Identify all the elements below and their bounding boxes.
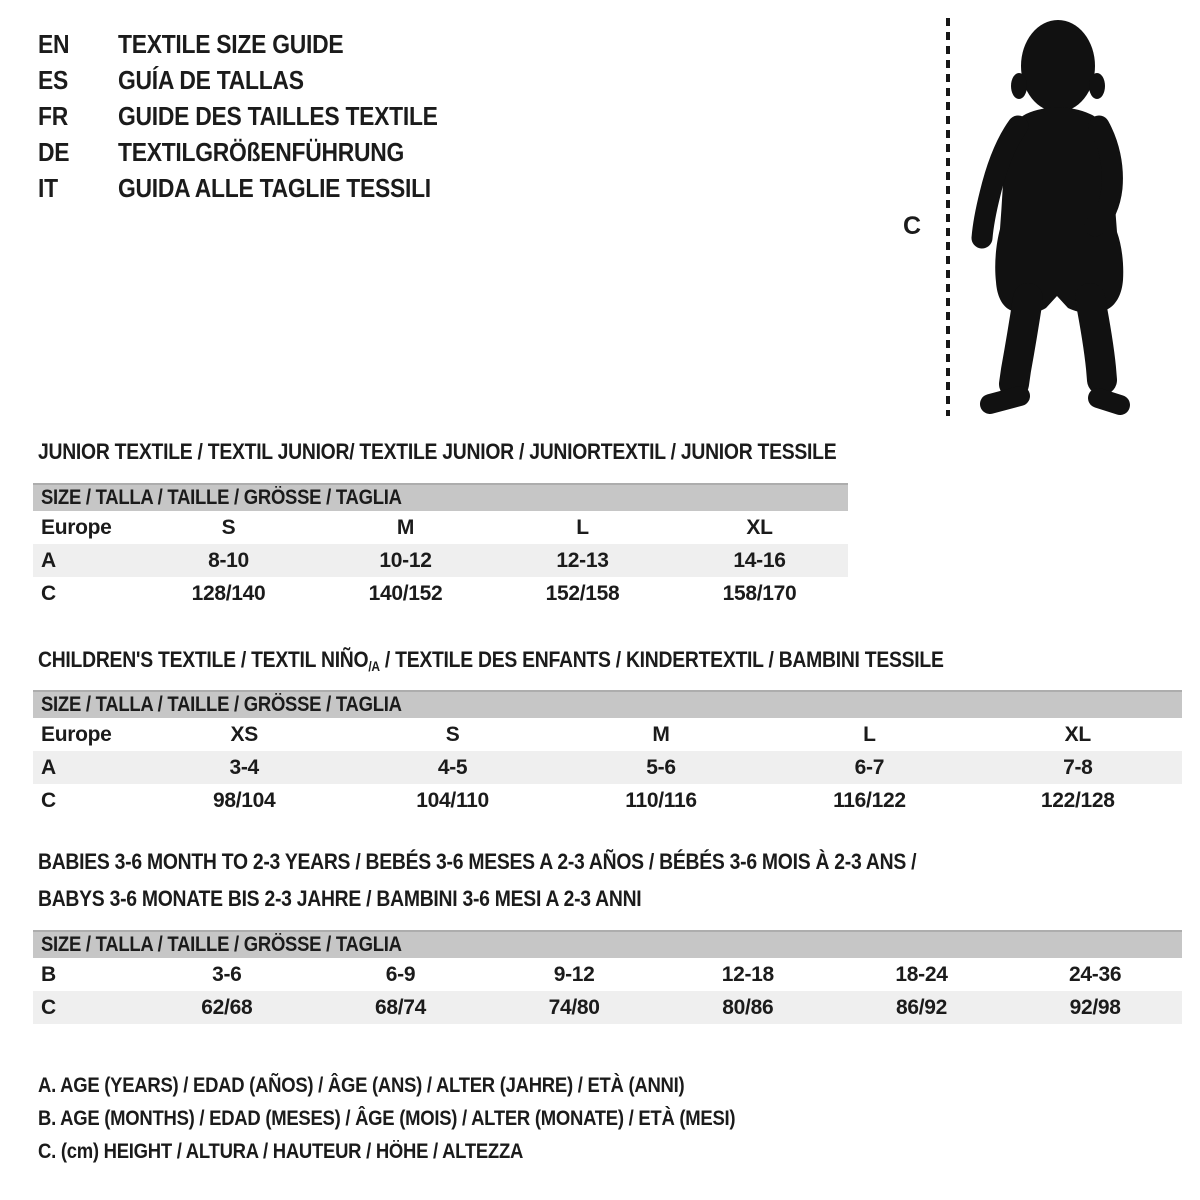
age-cell: 12-13 (556, 548, 609, 572)
size-cell: S (221, 515, 236, 539)
height-cell: 86/92 (895, 995, 948, 1019)
table-row-height (33, 577, 848, 610)
size-cell: XL (746, 515, 773, 539)
language-code: FR (38, 100, 68, 131)
months-cell: 6-9 (385, 962, 416, 986)
babies-size-table (33, 930, 1182, 1024)
size-cell: L (576, 515, 589, 539)
legend-line-a: A. AGE (YEARS) / EDAD (AÑOS) / ÂGE (ANS) / ALTER (JAHRE) / ETÀ (ANNI) (38, 1073, 685, 1097)
height-cell: 110/116 (625, 788, 697, 812)
guide-title-de: TEXTILGRÖßENFÜHRUNG (118, 136, 405, 167)
language-row-fr (38, 98, 481, 134)
nino-a-subscript: /A (368, 659, 380, 674)
height-cell: 158/170 (722, 581, 797, 605)
language-row-en (38, 26, 481, 62)
row-label: Europe (41, 722, 112, 746)
table-row-height (33, 991, 1182, 1024)
age-cell: 6-7 (854, 755, 885, 779)
row-label: A (41, 755, 56, 779)
age-cell: 4-5 (437, 755, 468, 779)
legend-line-b: B. AGE (MONTHS) / EDAD (MESES) / ÂGE (MOIS) / ALTER (MONATE) / ETÀ (MESI) (38, 1106, 736, 1130)
table-row-age (33, 544, 848, 577)
babies-section-title: BABIES 3-6 MONTH TO 2-3 YEARS / BEBÉS 3-6 MESES A 2-3 AÑOS / BÉBÉS 3-6 MOIS À 2-3 ANS / BABYS 3-6 MONATE BIS 2-3 JAHRE / BAMBINI 3-6 MESI A 2-3 ANNI (38, 849, 917, 911)
toddler-silhouette-icon (962, 14, 1140, 422)
guide-title-en: TEXTILE SIZE GUIDE (118, 28, 344, 59)
age-cell: 14-16 (733, 548, 786, 572)
months-cell: 18-24 (895, 962, 948, 986)
age-cell: 10-12 (379, 548, 432, 572)
children-section-title: CHILDREN'S TEXTILE / TEXTIL NIÑO/A / TEXTILE DES ENFANTS / KINDERTEXTIL / BAMBINI TESSILE (38, 647, 944, 674)
language-row-es (38, 62, 481, 98)
height-cell: 74/80 (548, 995, 600, 1019)
language-code: DE (38, 136, 70, 167)
height-cell: 98/104 (212, 788, 276, 812)
row-label: B (41, 962, 56, 986)
size-header-band (33, 690, 1182, 718)
age-cell: 3-4 (229, 755, 259, 779)
months-cell: 3-6 (212, 962, 242, 986)
language-code: ES (38, 64, 69, 95)
table-row-height (33, 784, 1182, 817)
size-header-label: SIZE / TALLA / TAILLE / GRÖSSE / TAGLIA (41, 486, 402, 509)
height-cell: 128/140 (191, 581, 266, 605)
age-cell: 5-6 (646, 755, 676, 779)
size-header-label: SIZE / TALLA / TAILLE / GRÖSSE / TAGLIA (41, 693, 402, 716)
guide-title-es: GUÍA DE TALLAS (118, 64, 304, 95)
months-cell: 9-12 (553, 962, 595, 986)
height-cell: 68/74 (374, 995, 427, 1019)
size-cell: M (396, 515, 415, 539)
height-cell: 62/68 (201, 995, 253, 1019)
height-cell: 80/86 (722, 995, 774, 1019)
row-label: C (41, 995, 56, 1019)
height-cell: 122/128 (1040, 788, 1115, 812)
height-measure-dashed-line (946, 18, 950, 416)
language-row-de (38, 134, 481, 170)
legend-line-c: C. (cm) HEIGHT / ALTURA / HAUTEUR / HÖHE / ALTEZZA (38, 1139, 524, 1163)
row-label: A (41, 548, 56, 572)
table-row-age (33, 751, 1182, 784)
size-cell: M (652, 722, 670, 746)
height-cell: 104/110 (416, 788, 489, 812)
language-title-list (38, 26, 481, 206)
table-row-europe (33, 511, 848, 544)
height-cell: 140/152 (368, 581, 443, 605)
height-cell: 116/122 (833, 788, 906, 812)
guide-title-fr: GUIDE DES TAILLES TEXTILE (118, 100, 438, 131)
size-cell: XS (230, 722, 258, 746)
measurement-legend (38, 1069, 830, 1168)
guide-title-it: GUIDA ALLE TAGLIE TESSILI (118, 172, 431, 203)
months-cell: 24-36 (1069, 962, 1122, 986)
row-label: C (41, 788, 56, 812)
size-cell: L (863, 722, 876, 746)
row-label: Europe (41, 515, 112, 539)
age-cell: 7-8 (1063, 755, 1093, 779)
size-cell: S (445, 722, 460, 746)
language-row-it (38, 170, 481, 206)
language-code: IT (38, 172, 58, 203)
language-code: EN (38, 28, 70, 59)
height-cell: 92/98 (1069, 995, 1121, 1019)
size-header-label: SIZE / TALLA / TAILLE / GRÖSSE / TAGLIA (41, 933, 402, 956)
height-cell: 152/158 (545, 581, 620, 605)
size-cell: XL (1064, 722, 1091, 746)
months-cell: 12-18 (721, 962, 774, 986)
size-header-band (33, 483, 848, 511)
age-cell: 8-10 (208, 548, 249, 572)
table-row-months (33, 958, 1182, 991)
size-header-band (33, 930, 1182, 958)
height-measure-label: C (903, 212, 921, 240)
junior-section-title: JUNIOR TEXTILE / TEXTIL JUNIOR/ TEXTILE JUNIOR / JUNIORTEXTIL / JUNIOR TESSILE (38, 439, 837, 464)
junior-size-table (33, 483, 848, 610)
table-row-europe (33, 718, 1182, 751)
row-label: C (41, 581, 56, 605)
children-size-table (33, 690, 1182, 817)
